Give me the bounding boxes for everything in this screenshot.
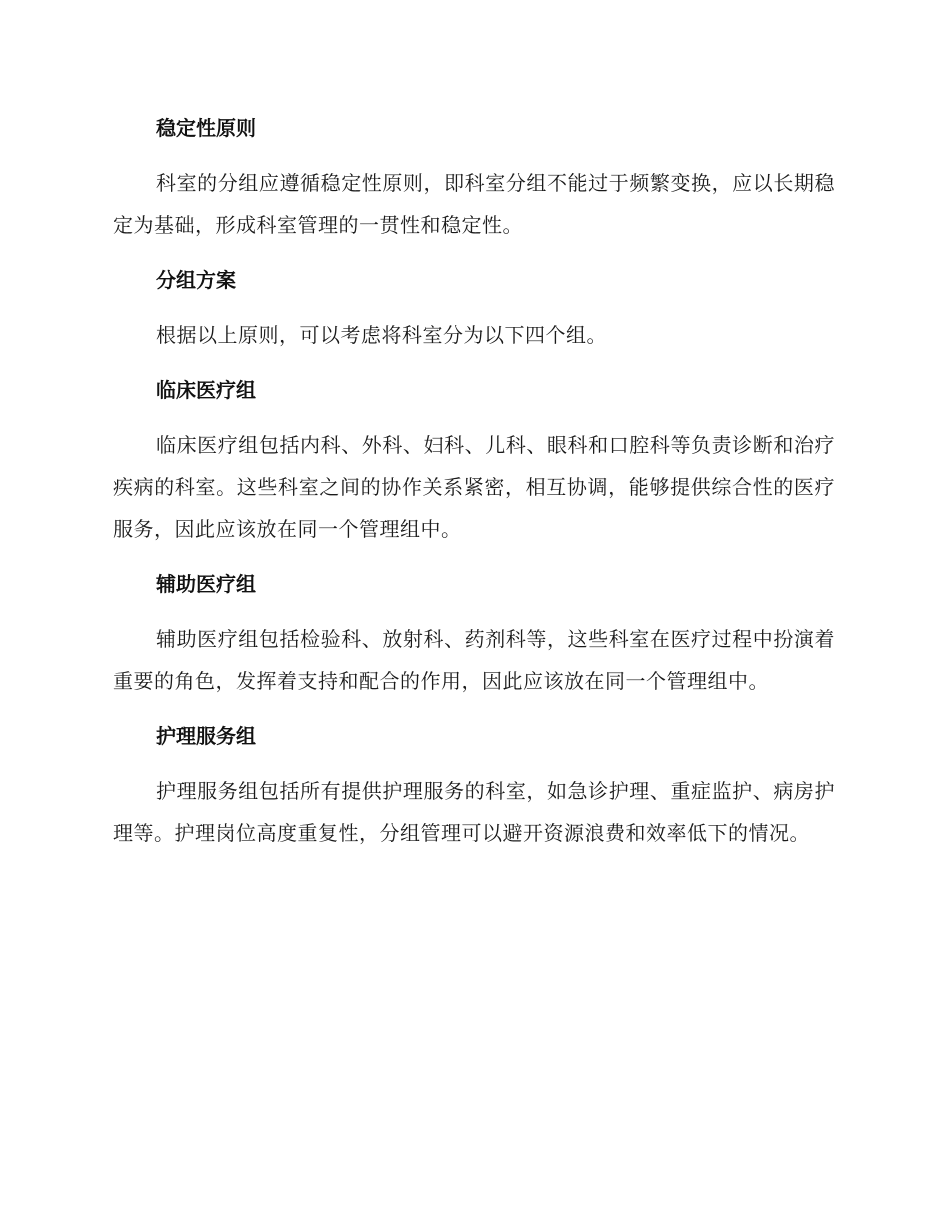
section-stability-principle (113, 108, 835, 246)
section-auxiliary-group (113, 564, 835, 702)
section-paragraph: 科室的分组应遵循稳定性原则，即科室分组不能过于频繁变换，应以长期稳定为基础，形成科室管理的一贯性和稳定性。 (113, 171, 835, 237)
section-heading: 临床医疗组 (156, 378, 256, 402)
section-heading: 稳定性原则 (156, 116, 256, 140)
section-nursing-group (113, 716, 835, 854)
section-grouping-plan (113, 260, 835, 356)
document-page (113, 108, 835, 868)
section-clinical-group (113, 370, 835, 550)
section-paragraph: 辅助医疗组包括检验科、放射科、药剂科等，这些科室在医疗过程中扮演着重要的角色，发挥着支持和配合的作用，因此应该放在同一个管理组中。 (113, 627, 835, 693)
section-paragraph: 临床医疗组包括内科、外科、妇科、儿科、眼科和口腔科等负责诊断和治疗疾病的科室。这些科室之间的协作关系紧密，相互协调，能够提供综合性的医疗服务，因此应该放在同一个管理组中。 (113, 433, 835, 541)
section-heading: 护理服务组 (156, 724, 256, 748)
section-heading: 分组方案 (156, 268, 236, 292)
section-paragraph: 根据以上原则，可以考虑将科室分为以下四个组。 (156, 323, 607, 347)
section-heading: 辅助医疗组 (156, 572, 256, 596)
section-paragraph: 护理服务组包括所有提供护理服务的科室，如急诊护理、重症监护、病房护理等。护理岗位高度重复性，分组管理可以避开资源浪费和效率低下的情况。 (113, 779, 835, 845)
